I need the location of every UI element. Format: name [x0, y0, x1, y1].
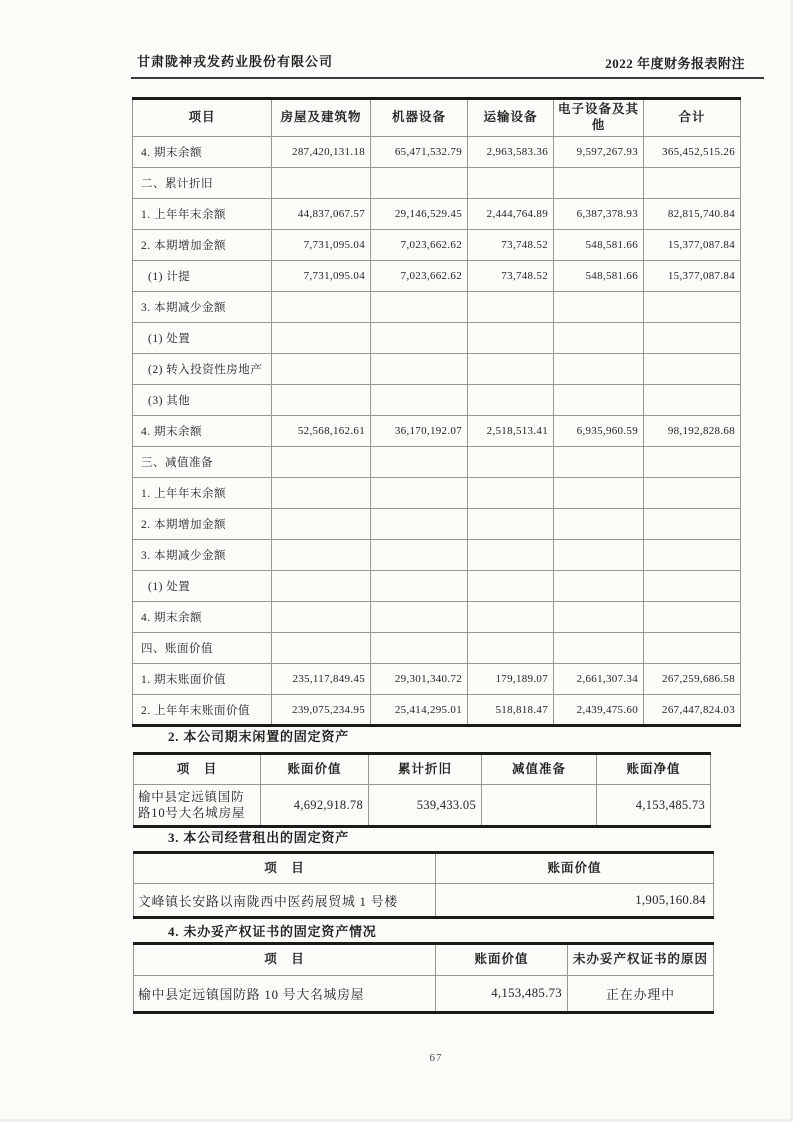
- cell-value: 287,420,131.18: [272, 137, 371, 168]
- cell-value: [468, 509, 554, 540]
- cell-value: [468, 354, 554, 385]
- cell-value: [644, 509, 741, 540]
- cell-value: 15,377,087.84: [644, 261, 741, 292]
- cell-value: 1,905,160.84: [436, 884, 714, 918]
- column-header: 累计折旧: [369, 754, 482, 785]
- section-caption-no-certificate-assets: 4. 未办妥产权证书的固定资产情况: [168, 924, 377, 939]
- cell-value: 52,568,162.61: [272, 416, 371, 447]
- cell-value: [554, 385, 644, 416]
- cell-value: 9,597,267.93: [554, 137, 644, 168]
- column-header: 机器设备: [371, 99, 468, 137]
- cell-value: [468, 602, 554, 633]
- cell-value: [371, 509, 468, 540]
- row-label: 三、减值准备: [133, 447, 272, 478]
- table-row: [133, 137, 741, 168]
- row-label: 3. 本期减少金额: [133, 540, 272, 571]
- row-label: (3) 其他: [133, 385, 272, 416]
- cell-value: [554, 540, 644, 571]
- column-header: 账面净值: [597, 754, 711, 785]
- cell-value: [272, 292, 371, 323]
- row-label: 2. 本期增加金额: [133, 230, 272, 261]
- cell-value: [644, 540, 741, 571]
- cell-value: [644, 447, 741, 478]
- table-row: [133, 602, 741, 633]
- cell-value: [644, 354, 741, 385]
- cell-value: 4,153,485.73: [436, 976, 568, 1013]
- column-header: 房屋及建筑物: [272, 99, 371, 137]
- row-label: 1. 上年年末余额: [133, 199, 272, 230]
- cell-value: [371, 292, 468, 323]
- cell-value: 15,377,087.84: [644, 230, 741, 261]
- cell-value: [468, 447, 554, 478]
- cell-value: [554, 447, 644, 478]
- section-caption-leased-out-assets: 3. 本公司经营租出的固定资产: [168, 830, 349, 845]
- cell-value: [272, 168, 371, 199]
- row-label: 4. 期末余额: [133, 416, 272, 447]
- row-label: 四、账面价值: [133, 633, 272, 664]
- cell-value: 4,153,485.73: [597, 785, 711, 827]
- table-row: [133, 323, 741, 354]
- cell-value: 2,518,513.41: [468, 416, 554, 447]
- cell-value: [644, 571, 741, 602]
- leased-out-fixed-assets-table: [133, 851, 714, 919]
- cell-value: 29,146,529.45: [371, 199, 468, 230]
- cell-value: 2,661,307.34: [554, 664, 644, 695]
- cell-value: [371, 354, 468, 385]
- cell-value: 539,433.05: [369, 785, 482, 827]
- cell-value: 6,935,960.59: [554, 416, 644, 447]
- column-header: 账面价值: [261, 754, 369, 785]
- cell-value: [554, 168, 644, 199]
- row-label: 文峰镇长安路以南陇西中医药展贸城 1 号楼: [134, 884, 436, 918]
- table-header-row: [134, 944, 714, 976]
- cell-value: 65,471,532.79: [371, 137, 468, 168]
- cell-value: 2,444,764.89: [468, 199, 554, 230]
- cell-value: [554, 509, 644, 540]
- cell-value: 4,692,918.78: [261, 785, 369, 827]
- column-header: 减值准备: [482, 754, 597, 785]
- cell-value: [371, 602, 468, 633]
- row-label: 4. 期末余额: [133, 602, 272, 633]
- table-header-row: [133, 99, 741, 137]
- fixed-assets-change-table: [132, 97, 741, 727]
- cell-value: [272, 323, 371, 354]
- table-row: [134, 785, 711, 827]
- cell-value: 73,748.52: [468, 230, 554, 261]
- cell-value: 548,581.66: [554, 230, 644, 261]
- cell-value: [272, 571, 371, 602]
- cell-value: 518,818.47: [468, 695, 554, 726]
- cell-value: [644, 385, 741, 416]
- company-name: 甘肃陇神戎发药业股份有限公司: [137, 54, 334, 69]
- row-label: 3. 本期减少金额: [133, 292, 272, 323]
- row-label: 榆中县定远镇国防路 10 号大名城房屋: [134, 976, 436, 1013]
- row-label: (1) 处置: [133, 571, 272, 602]
- row-label: 1. 期末账面价值: [133, 664, 272, 695]
- cell-value: 98,192,828.68: [644, 416, 741, 447]
- column-header: 项 目: [134, 853, 436, 884]
- cell-value: [468, 323, 554, 354]
- row-label: 2. 本期增加金额: [133, 509, 272, 540]
- table-row: [133, 385, 741, 416]
- row-label: 4. 期末余额: [133, 137, 272, 168]
- cell-value: 正在办理中: [568, 976, 714, 1013]
- table-row: [133, 416, 741, 447]
- cell-value: 365,452,515.26: [644, 137, 741, 168]
- header-rule: [131, 77, 764, 79]
- cell-value: 239,075,234.95: [272, 695, 371, 726]
- page-number: 67: [429, 1052, 443, 1064]
- row-label: (1) 计提: [133, 261, 272, 292]
- cell-value: [371, 571, 468, 602]
- table-row: [133, 230, 741, 261]
- cell-value: [272, 447, 371, 478]
- table-row: [133, 447, 741, 478]
- cell-value: 179,189.07: [468, 664, 554, 695]
- section-caption-idle-assets: 2. 本公司期末闲置的固定资产: [168, 729, 349, 744]
- column-header: 账面价值: [436, 853, 714, 884]
- no-certificate-fixed-assets-table: [133, 942, 714, 1014]
- column-header: 未办妥产权证书的原因: [568, 944, 714, 976]
- cell-value: 36,170,192.07: [371, 416, 468, 447]
- table-row: [133, 695, 741, 726]
- table-row: [134, 884, 714, 918]
- column-header: 项 目: [134, 944, 436, 976]
- column-header: 合计: [644, 99, 741, 137]
- cell-value: 7,023,662.62: [371, 261, 468, 292]
- cell-value: [272, 509, 371, 540]
- cell-value: [554, 571, 644, 602]
- column-header: 电子设备及其他: [554, 99, 644, 137]
- table-row: [133, 199, 741, 230]
- cell-value: [554, 354, 644, 385]
- cell-value: 7,731,095.04: [272, 261, 371, 292]
- cell-value: [554, 478, 644, 509]
- cell-value: [272, 540, 371, 571]
- cell-value: [272, 602, 371, 633]
- cell-value: [468, 385, 554, 416]
- cell-value: [644, 292, 741, 323]
- cell-value: 7,023,662.62: [371, 230, 468, 261]
- table-row: [133, 292, 741, 323]
- table-row: [133, 664, 741, 695]
- cell-value: 235,117,849.45: [272, 664, 371, 695]
- table-row: [133, 509, 741, 540]
- column-header: 运输设备: [468, 99, 554, 137]
- cell-value: 267,447,824.03: [644, 695, 741, 726]
- cell-value: [371, 323, 468, 354]
- cell-value: [644, 633, 741, 664]
- table-row: [133, 354, 741, 385]
- cell-value: 2,439,475.60: [554, 695, 644, 726]
- table-row: [133, 168, 741, 199]
- row-label: (1) 处置: [133, 323, 272, 354]
- cell-value: [371, 168, 468, 199]
- cell-value: [272, 385, 371, 416]
- cell-value: [468, 478, 554, 509]
- cell-value: [554, 292, 644, 323]
- row-label: 2. 上年年末账面价值: [133, 695, 272, 726]
- table-row: [133, 261, 741, 292]
- cell-value: 29,301,340.72: [371, 664, 468, 695]
- row-label: 二、累计折旧: [133, 168, 272, 199]
- idle-fixed-assets-table: [133, 752, 711, 828]
- table-header-row: [134, 853, 714, 884]
- cell-value: [644, 478, 741, 509]
- column-header: 项 目: [134, 754, 261, 785]
- row-label: 1. 上年年末余额: [133, 478, 272, 509]
- row-label: (2) 转入投资性房地产: [133, 354, 272, 385]
- cell-value: [272, 478, 371, 509]
- cell-value: [644, 323, 741, 354]
- table-row: [133, 478, 741, 509]
- column-header: 账面价值: [436, 944, 568, 976]
- cell-value: [371, 447, 468, 478]
- cell-value: [468, 633, 554, 664]
- table-header-row: [134, 754, 711, 785]
- cell-value: [371, 478, 468, 509]
- cell-value: [272, 633, 371, 664]
- cell-value: [554, 323, 644, 354]
- cell-value: 82,815,740.84: [644, 199, 741, 230]
- cell-value: [371, 633, 468, 664]
- cell-value: [468, 540, 554, 571]
- cell-value: [554, 602, 644, 633]
- cell-value: 7,731,095.04: [272, 230, 371, 261]
- cell-value: [371, 385, 468, 416]
- table-row: [133, 633, 741, 664]
- row-label: 榆中县定远镇国防路10号大名城房屋: [134, 785, 261, 827]
- cell-value: 267,259,686.58: [644, 664, 741, 695]
- cell-value: [371, 540, 468, 571]
- cell-value: [468, 292, 554, 323]
- cell-value: 2,963,583.36: [468, 137, 554, 168]
- cell-value: [644, 168, 741, 199]
- cell-value: 6,387,378.93: [554, 199, 644, 230]
- cell-value: [482, 785, 597, 827]
- cell-value: [644, 602, 741, 633]
- cell-value: 25,414,295.01: [371, 695, 468, 726]
- table-row: [133, 571, 741, 602]
- cell-value: [272, 354, 371, 385]
- cell-value: 73,748.52: [468, 261, 554, 292]
- cell-value: [468, 571, 554, 602]
- cell-value: 44,837,067.57: [272, 199, 371, 230]
- cell-value: 548,581.66: [554, 261, 644, 292]
- table-row: [133, 540, 741, 571]
- table-row: [134, 976, 714, 1013]
- cell-value: [554, 633, 644, 664]
- report-title: 2022 年度财务报表附注: [605, 56, 745, 71]
- cell-value: [468, 168, 554, 199]
- column-header: 项目: [133, 99, 272, 137]
